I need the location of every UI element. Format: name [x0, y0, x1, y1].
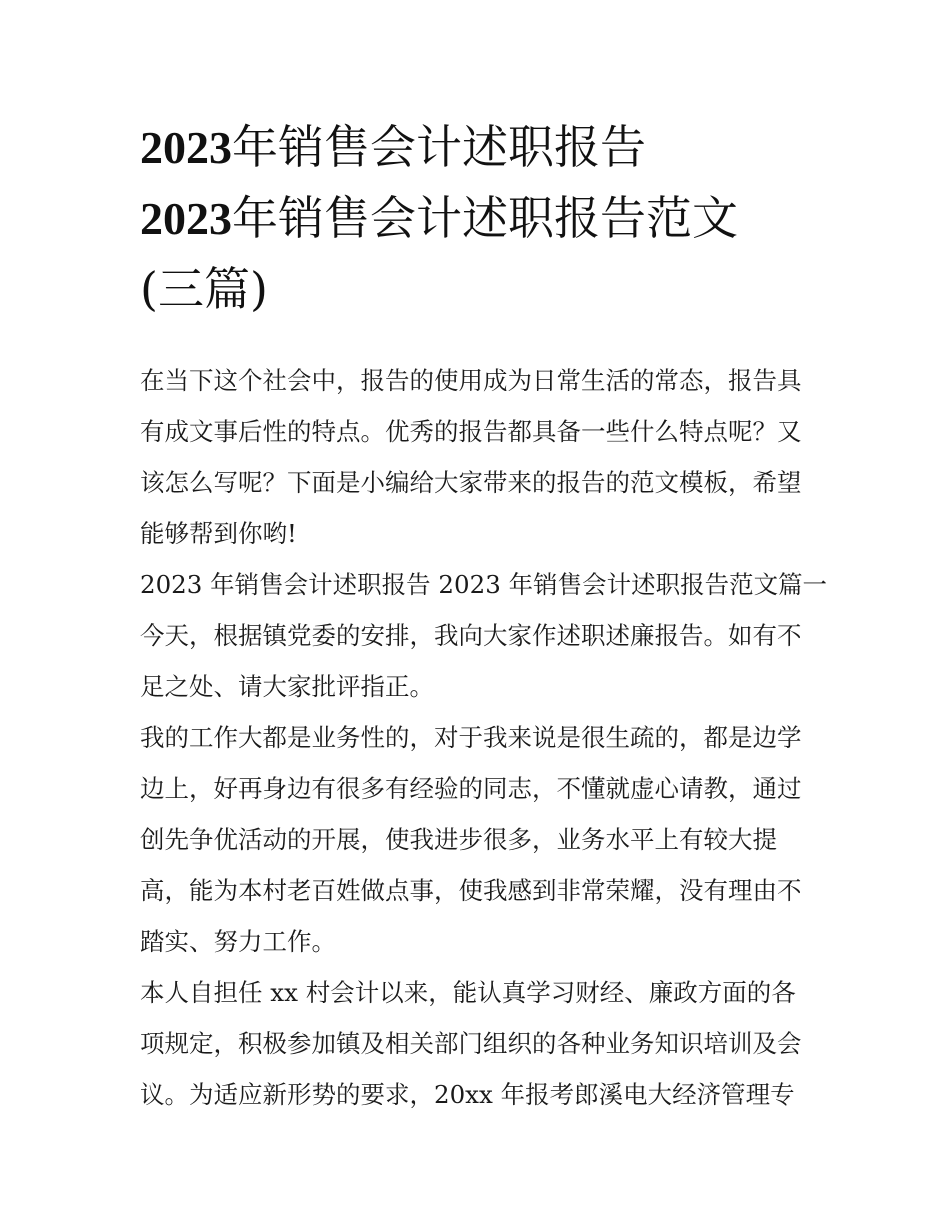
body-line: 踏实、努力工作。 — [140, 927, 336, 956]
body-line: 该怎么写呢？下面是小编给大家带来的报告的范文模板，希望 — [140, 468, 802, 497]
body-line: 本人自担任 xx 村会计以来，能认真学习财经、廉政方面的各 — [140, 978, 796, 1007]
body-line: 高，能为本村老百姓做点事，使我感到非常荣耀，没有理由不 — [140, 876, 802, 905]
body-line: 能够帮到你哟! — [140, 519, 297, 548]
title-line-2 — [140, 183, 820, 254]
title-line-3: (三篇) — [140, 262, 268, 316]
title-line-1 — [140, 112, 820, 183]
body-line: 创先争优活动的开展，使我进步很多，业务水平上有较大提 — [140, 825, 777, 854]
body-line: 边上，好再身边有很多有经验的同志，不懂就虚心请教，通过 — [140, 774, 802, 803]
title-year-2: 2023 — [140, 193, 232, 244]
body-line: 我的工作大都是业务性的，对于我来说是很生疏的，都是边学 — [140, 723, 802, 752]
document-title — [140, 112, 820, 325]
body-line: 足之处、请大家批评指正。 — [140, 672, 434, 701]
title-text-2: 年销售会计述职报告范文 — [232, 191, 738, 245]
body-line: 今天，根据镇党委的安排，我向大家作述职述廉报告。如有不 — [140, 621, 802, 650]
body-line: 有成文事后性的特点。优秀的报告都具备一些什么特点呢？又 — [140, 417, 802, 446]
document-body — [140, 355, 828, 1120]
body-line: 在当下这个社会中，报告的使用成为日常生活的常态，报告具 — [140, 366, 802, 395]
title-text-1: 年销售会计述职报告 — [232, 120, 646, 174]
body-line: 项规定，积极参加镇及相关部门组织的各种业务知识培训及会 — [140, 1029, 802, 1058]
body-line: 议。为适应新形势的要求，20xx 年报考郎溪电大经济管理专 — [140, 1080, 795, 1109]
title-year-1: 2023 — [140, 122, 232, 173]
body-line: 2023 年销售会计述职报告 2023 年销售会计述职报告范文篇一 — [140, 570, 828, 599]
